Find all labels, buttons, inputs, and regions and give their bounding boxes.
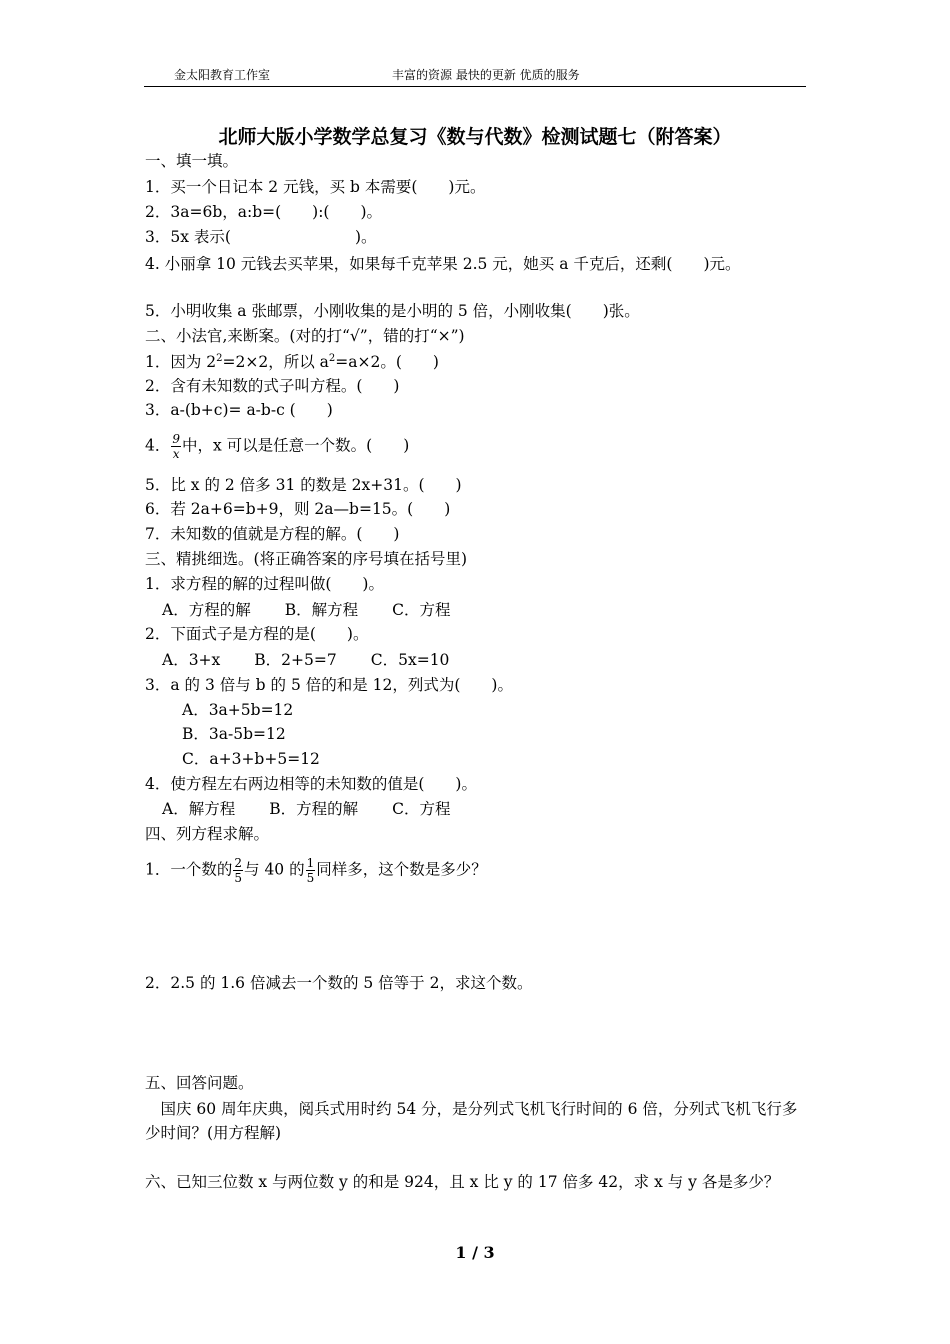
document-title: 北师大版小学数学总复习《数与代数》检测试题七（附答案） bbox=[218, 126, 732, 148]
s3-q3-option-b: B．3a-5b=12 bbox=[182, 725, 286, 743]
s2-q1-part-b: =2×2，所以 a bbox=[222, 353, 329, 371]
s4-question-2: 2．2.5 的 1.6 倍减去一个数的 5 倍等于 2，求这个数。 bbox=[145, 974, 533, 992]
s4-q1-part-b: 与 40 的 bbox=[244, 860, 305, 879]
option-b: B．解方程 bbox=[284, 601, 359, 619]
section-3-heading: 三、精挑细选。(将正确答案的序号填在括号里) bbox=[145, 550, 468, 568]
section-1-heading: 一、填一填。 bbox=[145, 152, 239, 170]
s2-q4-fraction bbox=[171, 432, 181, 461]
section-6-question: 六、已知三位数 x 与两位数 y 的和是 924，且 x 比 y 的 17 倍多 42，求 x 与 y 各是多少？ bbox=[145, 1173, 780, 1191]
option-c: C．方程 bbox=[392, 601, 451, 619]
option-c: C．方程 bbox=[392, 800, 451, 818]
s3-q3-option-c: C．a+3+b+5=12 bbox=[182, 750, 320, 768]
s2-q4-suffix: 中，x 可以是任意一个数。( ) bbox=[182, 436, 410, 455]
s3-q1-options bbox=[162, 600, 484, 620]
fraction-denominator: 5 bbox=[234, 871, 243, 885]
s3-question-1: 1．求方程的解的过程叫做( )。 bbox=[145, 575, 384, 593]
s3-q2-options bbox=[162, 650, 483, 670]
fraction-denominator: x bbox=[172, 447, 180, 461]
option-a: A．解方程 bbox=[162, 800, 236, 818]
s2-question-1 bbox=[145, 352, 439, 372]
s1-question-4: 4. 小丽拿 10 元钱去买苹果，如果每千克苹果 2.5 元，她买 a 千克后，还剩( )元。 bbox=[145, 255, 741, 273]
fraction-numerator: 1 bbox=[306, 856, 315, 870]
s5-question-text: 国庆 60 周年庆典，阅兵式用时约 54 分，是分列式飞机飞行时间的 6 倍，分列式飞机飞行多少时间？(用方程解) bbox=[145, 1100, 798, 1142]
s2-question-5: 5．比 x 的 2 倍多 31 的数是 2x+31。( ) bbox=[145, 476, 462, 494]
s1-question-1: 1．买一个日记本 2 元钱，买 b 本需要( )元。 bbox=[145, 178, 486, 196]
s2-q4-prefix: 4． bbox=[145, 436, 171, 455]
fraction-denominator: 5 bbox=[306, 871, 315, 885]
section-2-heading: 二、小法官,来断案。(对的打“√”，错的打“×”) bbox=[145, 327, 465, 345]
s2-question-3: 3．a-(b+c)= a-b-c ( ) bbox=[145, 401, 333, 419]
header-left: 金太阳教育工作室 bbox=[174, 68, 271, 82]
s1-question-3: 3．5x 表示( )。 bbox=[145, 228, 377, 246]
header-center: 丰富的资源 最快的更新 优质的服务 bbox=[392, 68, 580, 82]
s1-question-5: 5．小明收集 a 张邮票，小刚收集的是小明的 5 倍，小刚收集( )张。 bbox=[145, 302, 640, 320]
s1-question-2: 2．3a=6b，a:b=( ):( )。 bbox=[145, 203, 383, 221]
s2-q1-part-a: 1．因为 2 bbox=[145, 353, 217, 371]
page-number: 1 / 3 bbox=[455, 1243, 495, 1262]
section-5-heading: 五、回答问题。 bbox=[145, 1074, 254, 1092]
s3-q4-options bbox=[162, 799, 484, 819]
s2-q1-exponent-2: 2 bbox=[328, 352, 336, 364]
s2-question-6: 6．若 2a+6=b+9，则 2a—b=15。( ) bbox=[145, 500, 451, 518]
s3-question-2: 2．下面式子是方程的是( )。 bbox=[145, 625, 369, 643]
s3-question-3: 3．a 的 3 倍与 b 的 5 倍的和是 12，列式为( )。 bbox=[145, 676, 513, 694]
section-4-heading: 四、列方程求解。 bbox=[145, 825, 270, 843]
s2-question-2: 2．含有未知数的式子叫方程。( ) bbox=[145, 377, 400, 395]
page-header bbox=[144, 66, 806, 87]
s4-q1-part-c: 同样多，这个数是多少？ bbox=[316, 860, 487, 879]
option-b: B．2+5=7 bbox=[254, 651, 337, 669]
fraction-numerator: 9 bbox=[172, 432, 181, 446]
s4-q1-fraction-1 bbox=[233, 856, 243, 885]
s2-question-4 bbox=[145, 432, 409, 461]
s2-question-7: 7．未知数的值就是方程的解。( ) bbox=[145, 525, 400, 543]
option-a: A．3+x bbox=[162, 651, 221, 669]
fraction-numerator: 2 bbox=[234, 856, 243, 870]
s2-q1-exponent-1: 2 bbox=[216, 352, 223, 364]
s4-question-1 bbox=[145, 856, 487, 885]
s3-question-4: 4．使方程左右两边相等的未知数的值是( )。 bbox=[145, 775, 477, 793]
option-c: C．5x=10 bbox=[370, 651, 450, 669]
s2-q1-part-c: =a×2。( ) bbox=[335, 353, 439, 371]
option-b: B．方程的解 bbox=[269, 800, 359, 818]
option-a: A．方程的解 bbox=[162, 601, 251, 619]
s4-q1-part-a: 1．一个数的 bbox=[145, 860, 233, 879]
s4-q1-fraction-2 bbox=[306, 856, 316, 885]
s3-q3-option-a: A．3a+5b=12 bbox=[182, 701, 294, 719]
